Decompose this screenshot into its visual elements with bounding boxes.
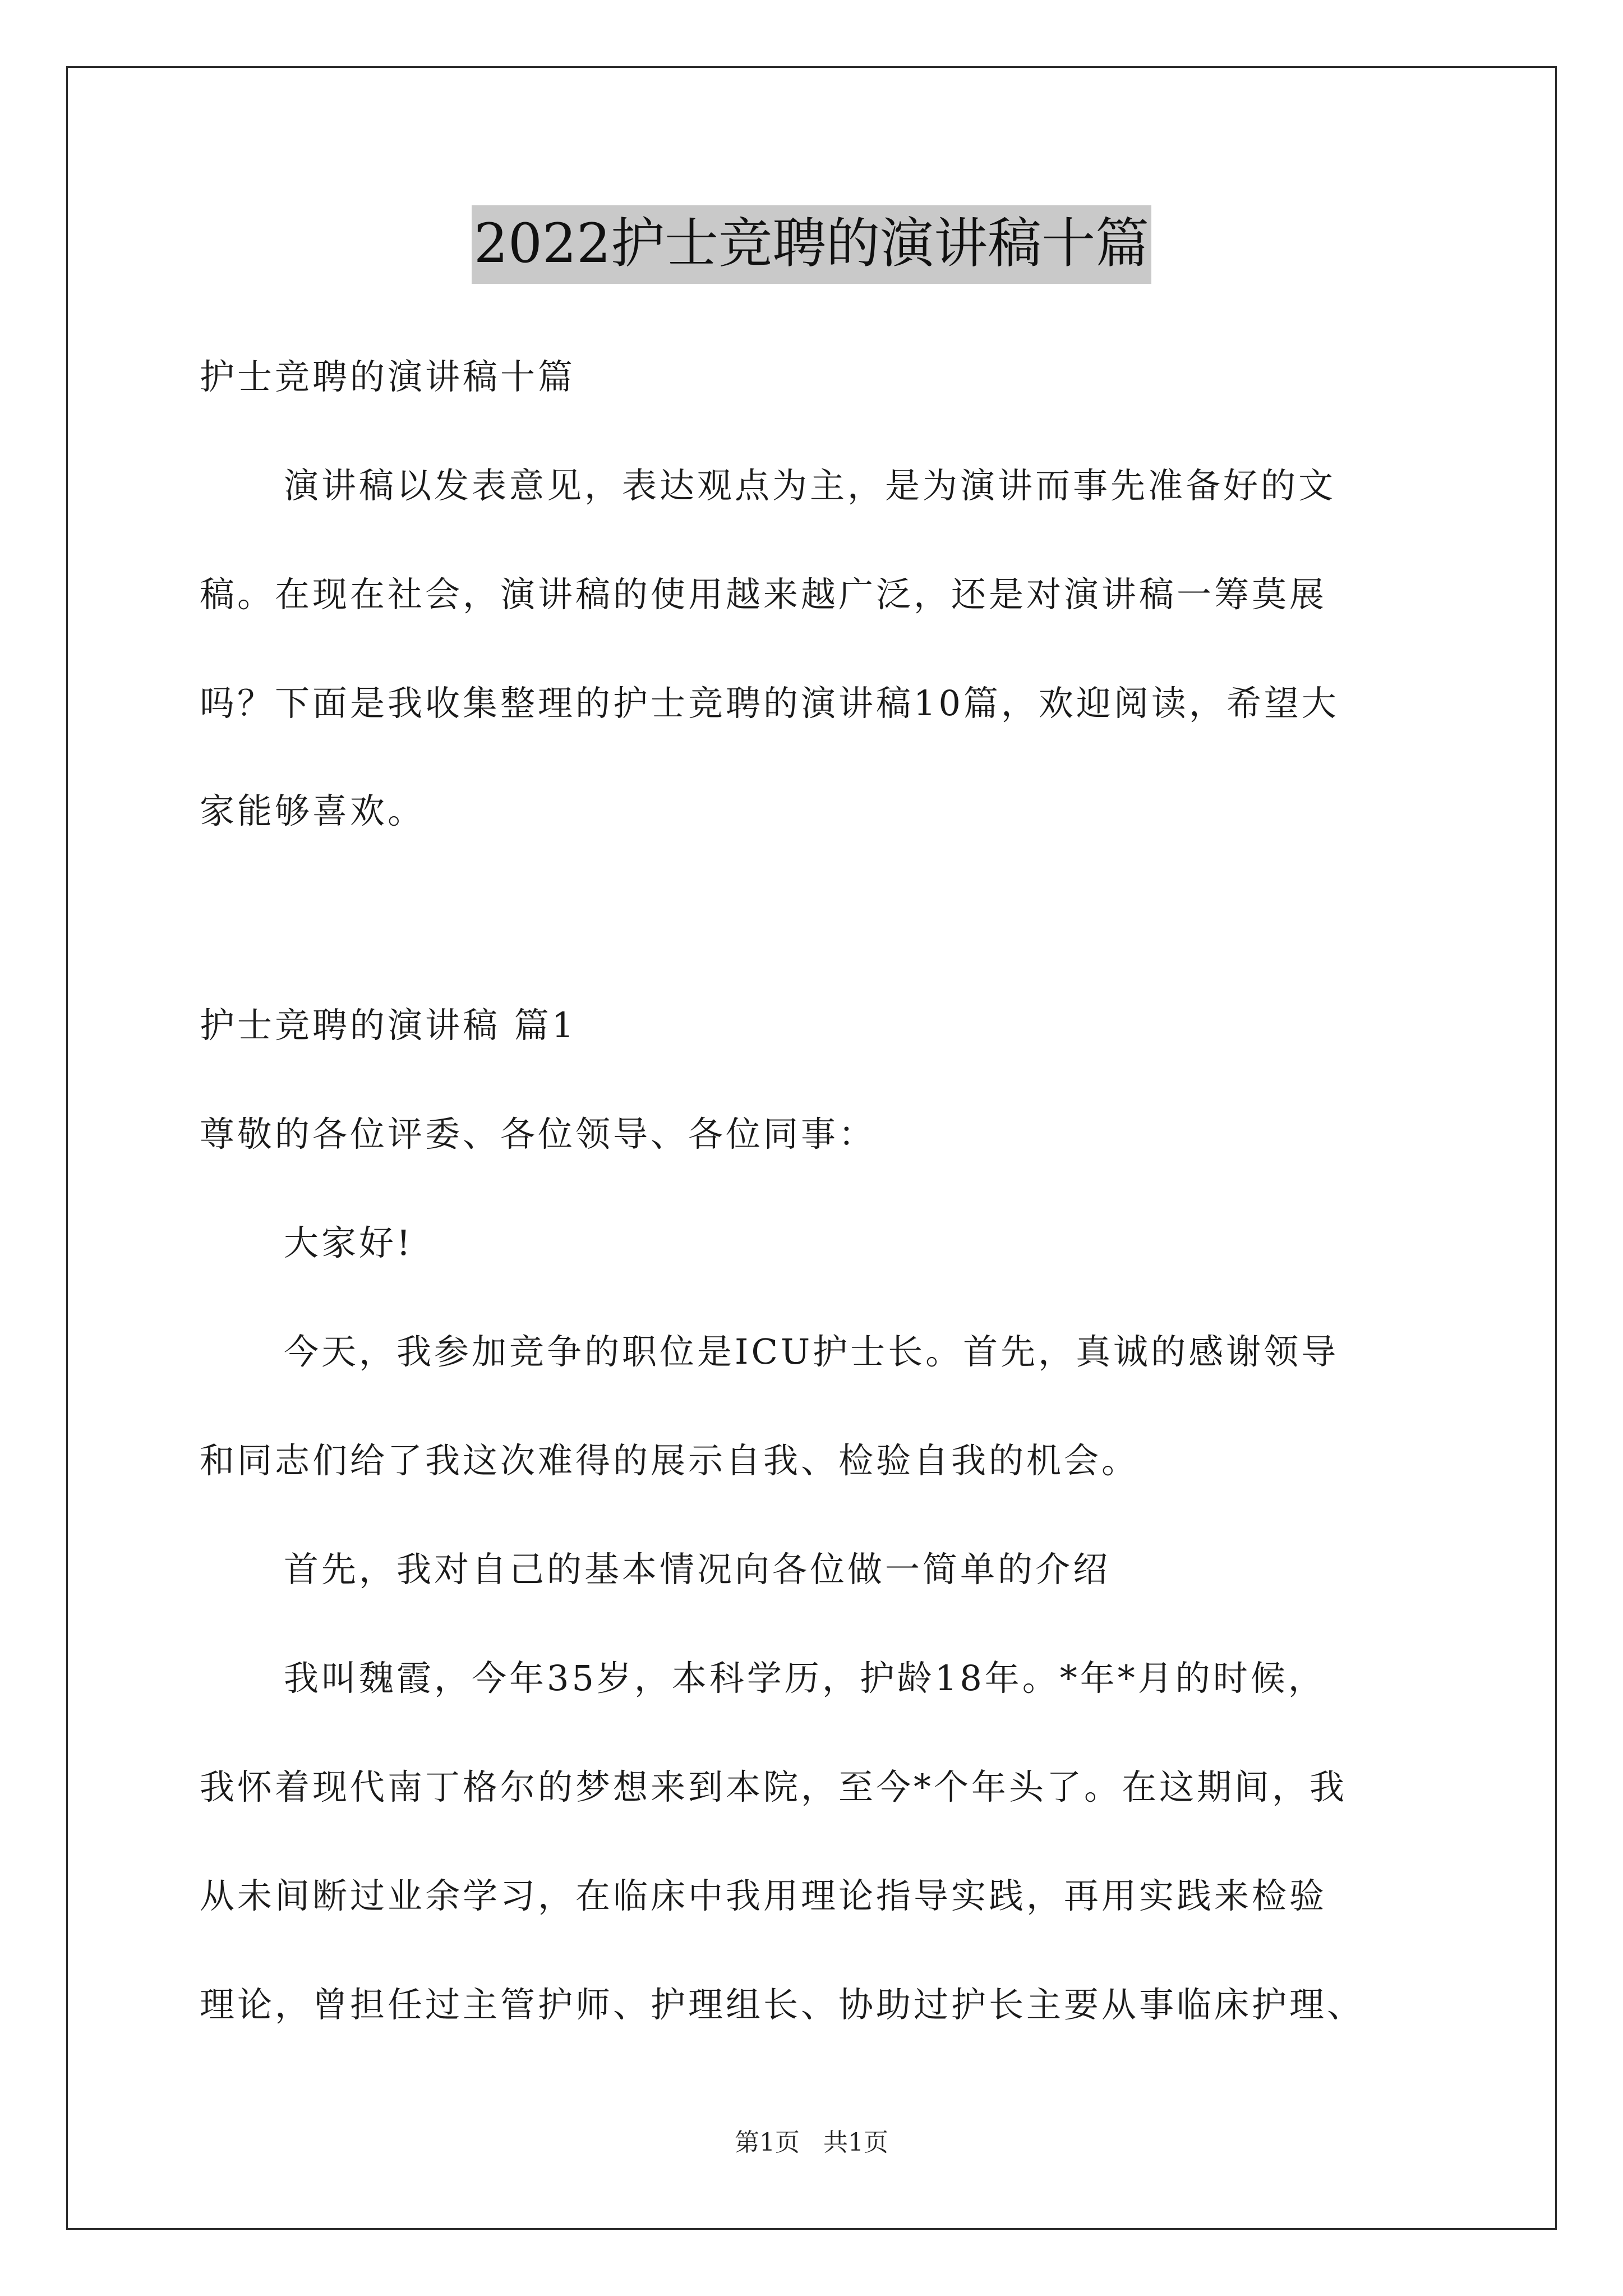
paragraph-line: 我怀着现代南丁格尔的梦想来到本院，至今*个年头了。在这期间，我 bbox=[200, 1766, 1348, 1807]
paragraph-line: 稿。在现在社会，演讲稿的使用越来越广泛，还是对演讲稿一筹莫展 bbox=[200, 574, 1327, 615]
paragraph-line: 理论，曾担任过主管护师、护理组长、协助过护长主要从事临床护理、 bbox=[200, 1984, 1365, 2025]
paragraph-line: 从未间断过业余学习，在临床中我用理论指导实践，再用实践来检验 bbox=[200, 1875, 1327, 1916]
paragraph-line: 今天，我参加竞争的职位是ICU护士长。首先，真诚的感谢领导 bbox=[284, 1331, 1339, 1372]
paragraph-line: 大家好! bbox=[284, 1222, 413, 1263]
paragraph-line: 和同志们给了我这次难得的展示自我、检验自我的机会。 bbox=[200, 1440, 1140, 1481]
title-container bbox=[0, 205, 1623, 284]
document-title: 2022护士竞聘的演讲稿十篇 bbox=[472, 205, 1151, 284]
paragraph-line: 家能够喜欢。 bbox=[200, 790, 426, 831]
paragraph-line: 我叫魏霞，今年35岁，本科学历，护龄18年。*年*月的时候， bbox=[284, 1658, 1326, 1699]
page-footer: 第1页 共1页 bbox=[735, 2128, 888, 2157]
salutation-line: 尊敬的各位评委、各位领导、各位同事： bbox=[200, 1114, 877, 1154]
paragraph-line: 演讲稿以发表意见，表达观点为主，是为演讲而事先准备好的文 bbox=[284, 465, 1336, 506]
paragraph-line: 首先，我对自己的基本情况向各位做一简单的介绍 bbox=[284, 1549, 1111, 1590]
paragraph-line: 吗？下面是我收集整理的护士竞聘的演讲稿10篇，欢迎阅读，希望大 bbox=[200, 683, 1339, 724]
section-heading: 护士竞聘的演讲稿 篇1 bbox=[200, 1005, 577, 1046]
section-heading: 护士竞聘的演讲稿十篇 bbox=[200, 356, 576, 397]
